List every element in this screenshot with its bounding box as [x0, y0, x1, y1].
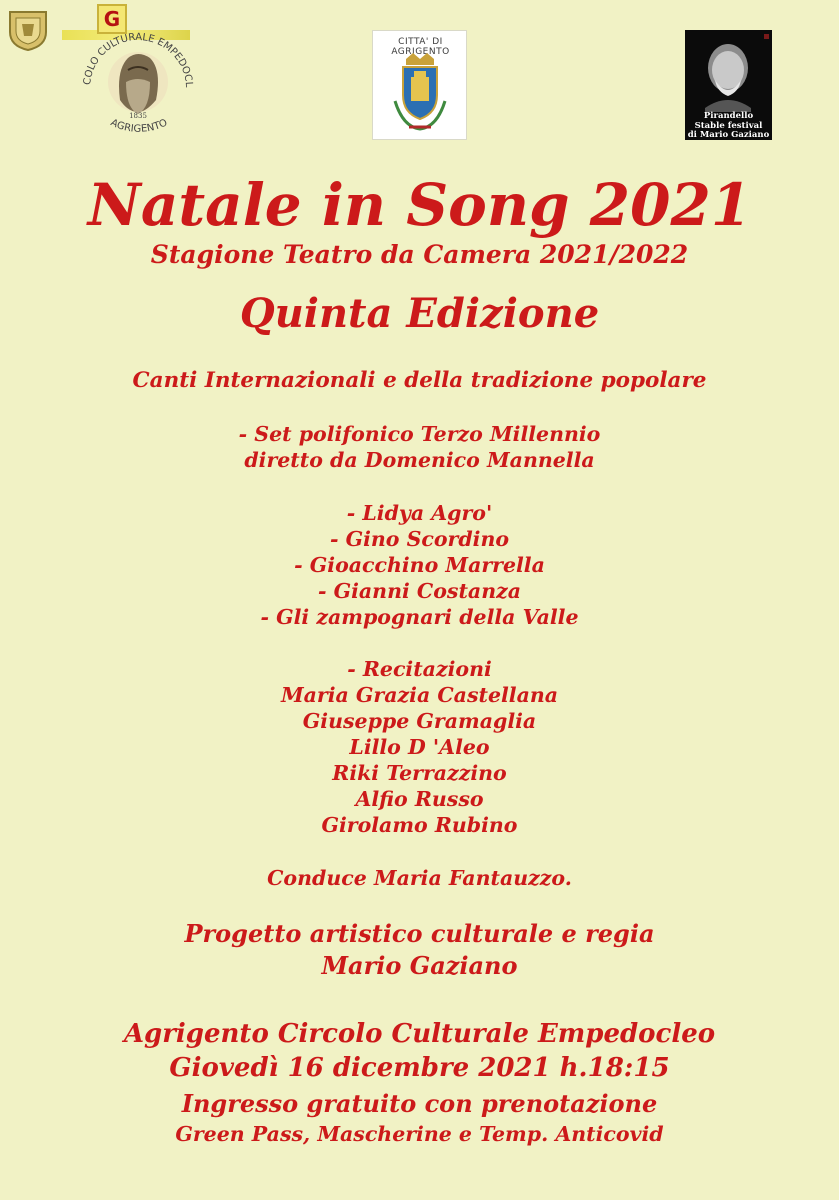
pirandello-festival-logo: [685, 30, 772, 140]
g-badge-icon: G: [97, 4, 127, 34]
coat-of-arms-icon: [4, 4, 52, 52]
performer-item: - Lidya Agro': [346, 501, 493, 525]
performer-item: - Gino Scordino: [329, 527, 510, 551]
performer-item: - Gioacchino Marrella: [294, 553, 545, 577]
poster-title: Natale in Song 2021: [87, 171, 752, 239]
reciter-item: Girolamo Rubino: [321, 813, 518, 837]
season-subtitle: Stagione Teatro da Camera 2021/2022: [150, 240, 689, 269]
date-time-line: Giovedì 16 dicembre 2021 h.18:15: [169, 1053, 670, 1083]
reciter-item: Riki Terrazzino: [332, 761, 507, 785]
circolo-logo-top-text: COLO CULTURALE EMPEDOCL: [82, 31, 195, 88]
performer-item: - Gianni Costanza: [317, 579, 522, 603]
circolo-logo-year: 1835: [129, 112, 147, 120]
project-line: Progetto artistico culturale e regia: [184, 919, 655, 948]
performer-item: - Gli zampognari della Valle: [260, 605, 579, 629]
program-heading: Canti Internazionali e della tradizione popolare: [132, 368, 707, 393]
set-polifonico-line: - Set polifonico Terzo Millennio: [238, 422, 601, 446]
recitations-label: - Recitazioni: [347, 657, 492, 681]
pirandello-logo-line3: di Mario Gaziano: [687, 130, 770, 140]
reciter-item: Lillo D 'Aleo: [349, 735, 490, 759]
circolo-empedocleo-logo: [76, 30, 200, 140]
citta-agrigento-logo: [372, 30, 467, 140]
shield-crest-icon: [373, 31, 468, 141]
reciter-item: Maria Grazia Castellana: [280, 683, 559, 707]
reciter-item: Giuseppe Gramaglia: [302, 709, 537, 733]
entry-line: Ingresso gratuito con prenotazione: [181, 1089, 658, 1118]
director-name: Mario Gaziano: [321, 951, 518, 980]
host-line: Conduce Maria Fantauzzo.: [267, 866, 572, 890]
covid-rules-line: Green Pass, Mascherine e Temp. Anticovid: [175, 1122, 664, 1146]
circolo-logo-bottom-text: AGRIGENTO: [108, 117, 170, 135]
pirandello-logo-line2: Stable festival: [694, 121, 763, 131]
set-director-line: diretto da Domenico Mannella: [244, 448, 595, 472]
reciter-item: Alfio Russo: [355, 787, 484, 811]
venue-line: Agrigento Circolo Culturale Empedocleo: [123, 1019, 716, 1049]
pirandello-logo-line1: Pirandello: [703, 111, 754, 121]
edition-heading: Quinta Edizione: [239, 290, 600, 337]
citta-logo-text: CITTA' DI AGRIGENTO: [391, 37, 450, 57]
